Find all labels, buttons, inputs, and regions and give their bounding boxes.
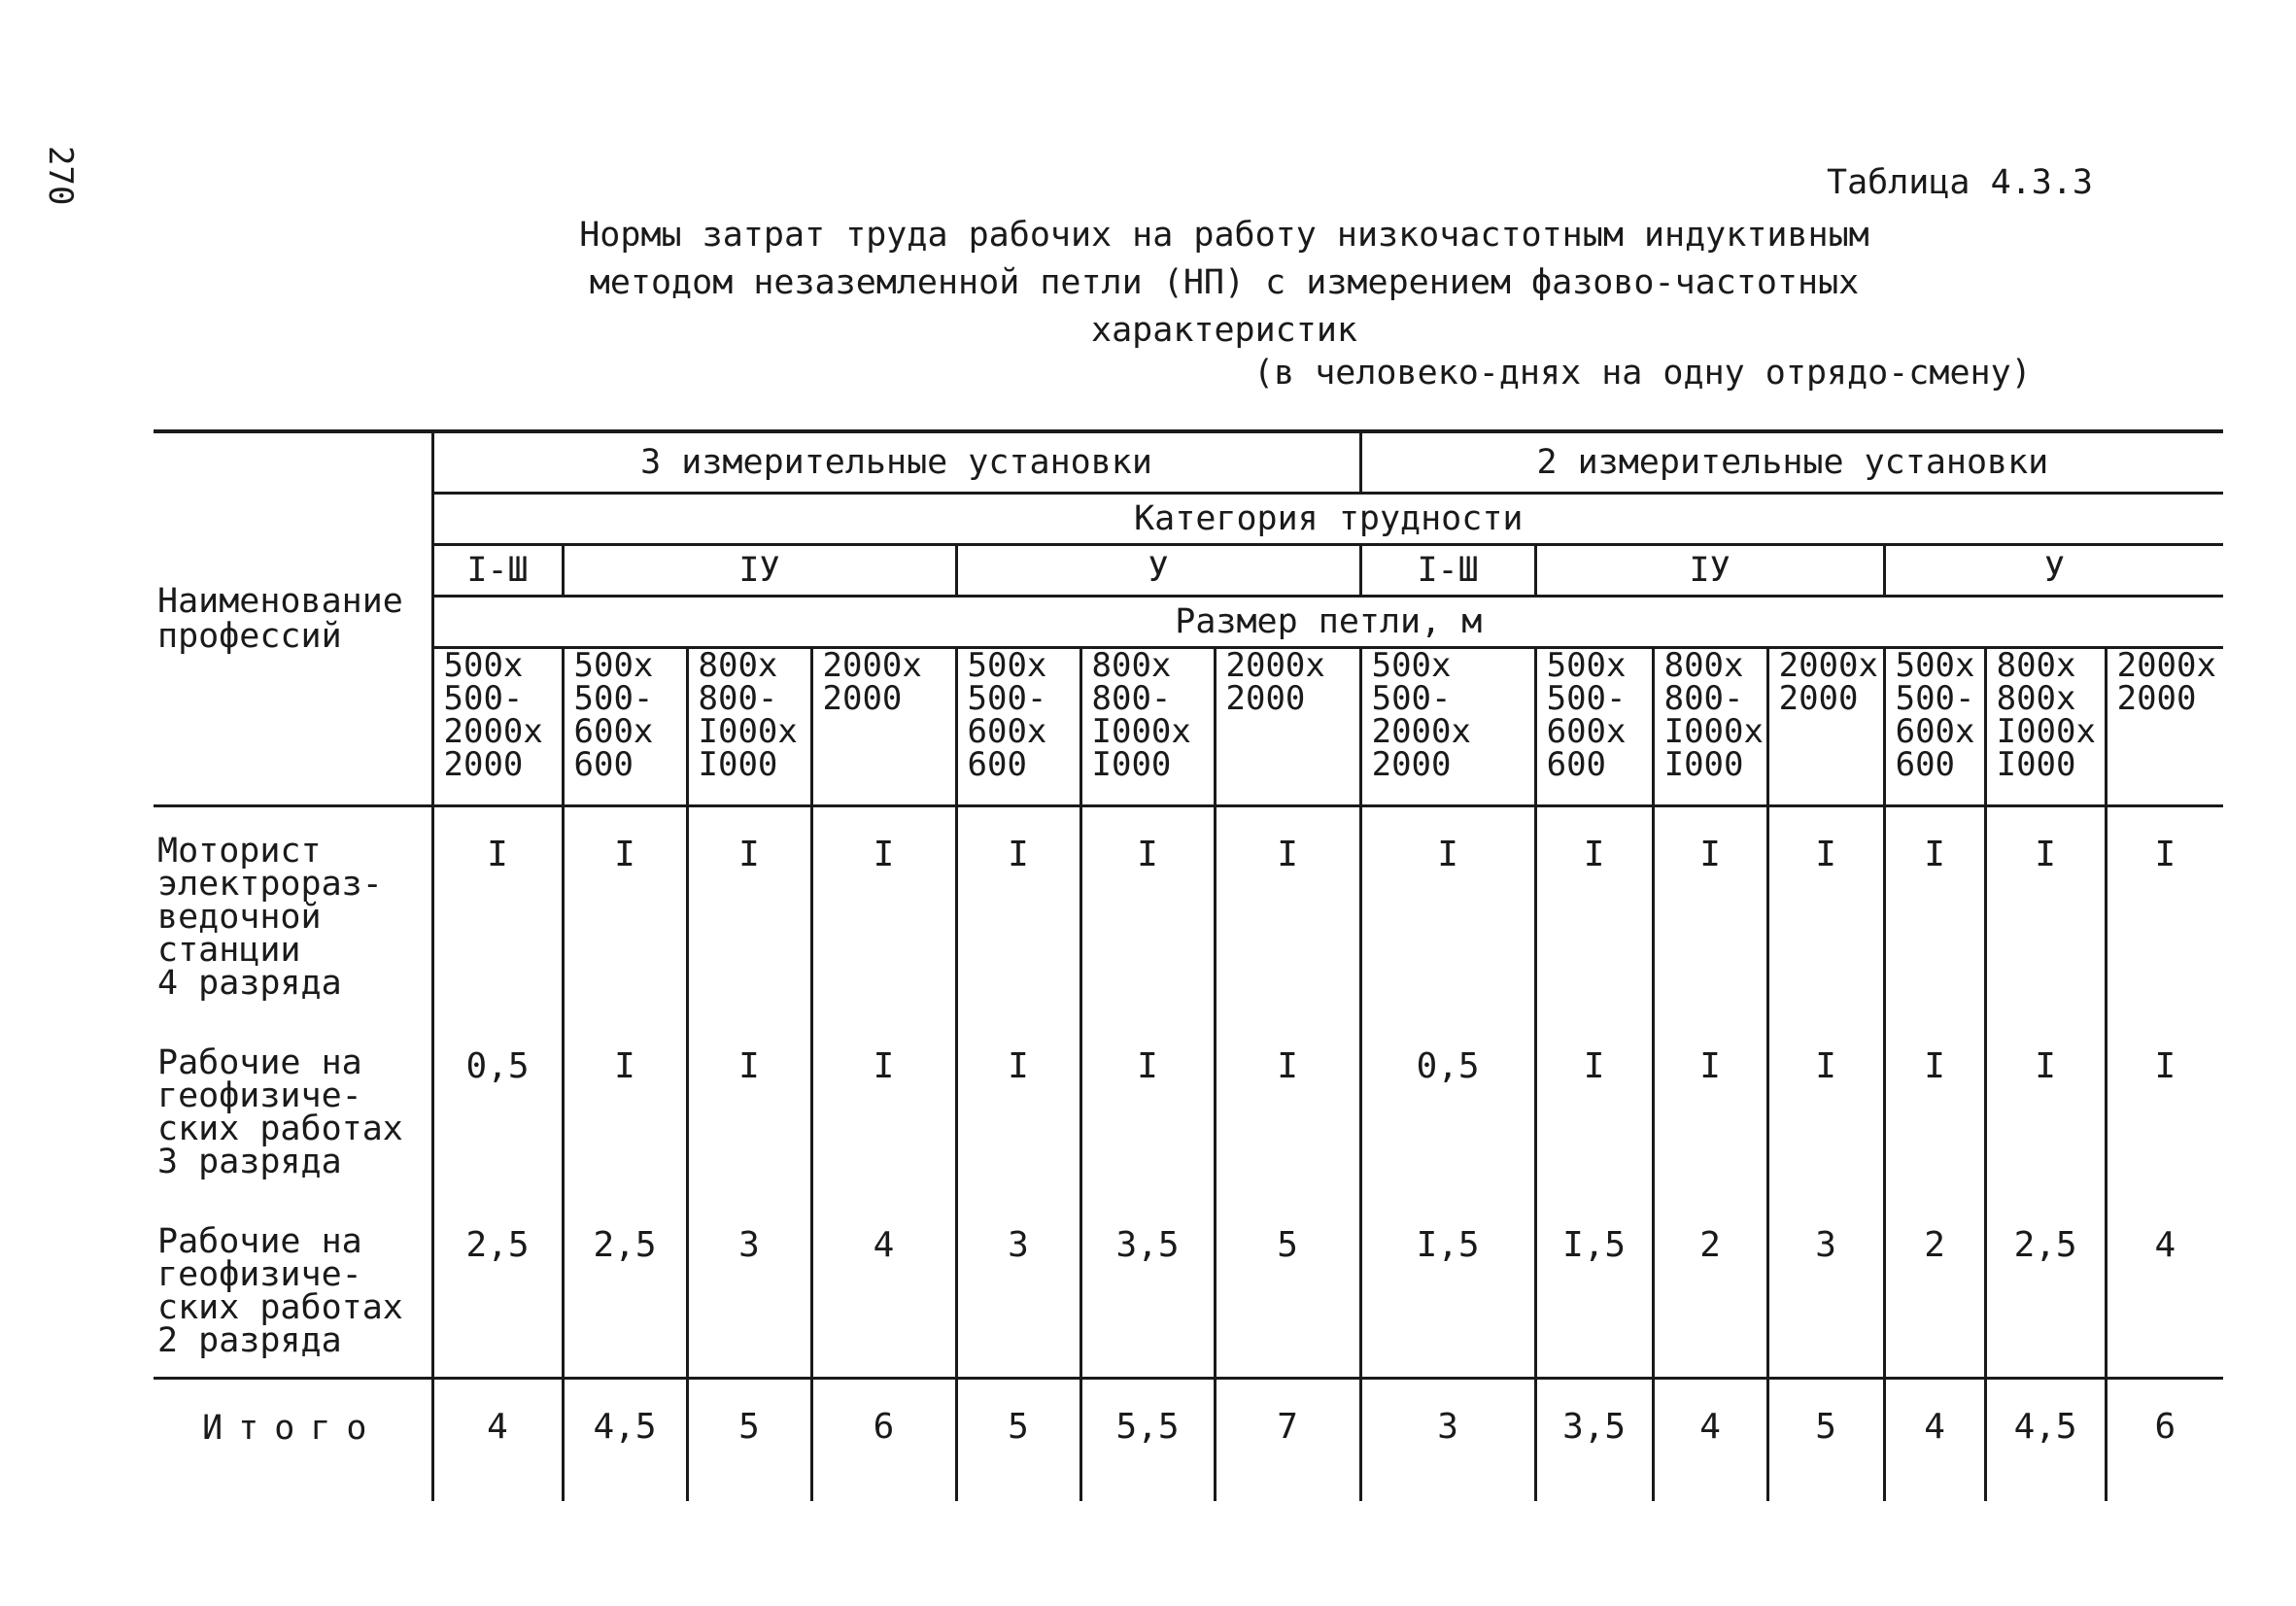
table-title <box>544 212 1904 355</box>
size-cell: 800x 800x I000x I000 <box>1985 648 2106 806</box>
value-cell: 0,5 <box>1360 1019 1535 1198</box>
value-cell: 3 <box>1767 1198 1884 1379</box>
profession-header <box>154 431 432 806</box>
value-cell: I <box>1215 1019 1360 1198</box>
size-cell: 500x 500- 600x 600 <box>956 648 1080 806</box>
profession-name: Рабочие на геофизиче- ских работах 3 разряда <box>157 1043 403 1181</box>
total-cell: 4 <box>432 1379 563 1502</box>
value-cell: I <box>432 806 563 1020</box>
size-cell: 500x 500- 600x 600 <box>1535 648 1653 806</box>
value-cell: I,5 <box>1535 1198 1653 1379</box>
category-cell: IУ <box>1535 545 1884 597</box>
value-cell: I <box>1767 1019 1884 1198</box>
size-cell: 2000x 2000 <box>811 648 956 806</box>
category-cell: IУ <box>563 545 956 597</box>
value-cell: I <box>1653 806 1767 1020</box>
value-cell: I <box>1985 806 2106 1020</box>
total-cell: 7 <box>1215 1379 1360 1502</box>
size-header: Размер петли, м <box>432 597 2223 648</box>
group-header: 3 измерительные установки <box>432 431 1360 494</box>
table-row <box>154 1198 2223 1379</box>
size-cell: 2000x 2000 <box>2106 648 2223 806</box>
value-cell: I <box>1080 1019 1215 1198</box>
value-cell: I <box>1080 806 1215 1020</box>
size-cell: 800x 800- I000x I000 <box>1080 648 1215 806</box>
value-cell: 4 <box>2106 1198 2223 1379</box>
value-cell: I <box>687 806 811 1020</box>
value-cell: I <box>563 1019 687 1198</box>
title-line: характеристик <box>1091 311 1357 350</box>
profession-header-text: Наименование профессий <box>157 582 403 656</box>
value-cell: 2,5 <box>563 1198 687 1379</box>
value-cell: I <box>1360 806 1535 1020</box>
group-header: 2 измерительные установки <box>1360 431 2223 494</box>
value-cell: 3 <box>687 1198 811 1379</box>
value-cell: I <box>1653 1019 1767 1198</box>
value-cell: 0,5 <box>432 1019 563 1198</box>
table-subtitle: (в человеко-днях на одну отрядо-смену) <box>1253 354 2032 393</box>
total-cell: 4 <box>1653 1379 1767 1502</box>
title-line: Нормы затрат труда рабочих на работу низкочастотным индуктивным <box>579 216 1869 255</box>
profession-cell <box>154 806 432 1020</box>
profession-name: Рабочие на геофизиче- ских работах 2 разряда <box>157 1222 403 1360</box>
value-cell: I <box>811 1019 956 1198</box>
total-row <box>154 1379 2223 1502</box>
value-cell: I <box>1884 806 1985 1020</box>
value-cell: I <box>2106 1019 2223 1198</box>
total-cell: 5 <box>687 1379 811 1502</box>
total-cell: 4 <box>1884 1379 1985 1502</box>
size-cell: 800x 800- I000x I000 <box>687 648 811 806</box>
size-cell: 2000x 2000 <box>1215 648 1360 806</box>
value-cell: I <box>956 806 1080 1020</box>
table-label: Таблица 4.3.3 <box>1827 163 2093 202</box>
category-header: Категория трудности <box>432 494 2223 545</box>
total-cell: 3,5 <box>1535 1379 1653 1502</box>
value-cell: I,5 <box>1360 1198 1535 1379</box>
category-cell: У <box>956 545 1360 597</box>
category-cell: I-Ш <box>432 545 563 597</box>
value-cell: 3,5 <box>1080 1198 1215 1379</box>
norms-table <box>154 429 2223 1501</box>
value-cell: 2,5 <box>1985 1198 2106 1379</box>
total-cell: 6 <box>811 1379 956 1502</box>
value-cell: 2,5 <box>432 1198 563 1379</box>
page-number: 270 <box>41 146 80 206</box>
size-cell: 500x 500- 600x 600 <box>563 648 687 806</box>
value-cell: I <box>1215 806 1360 1020</box>
table-row <box>154 1019 2223 1198</box>
value-cell: 2 <box>1653 1198 1767 1379</box>
profession-cell <box>154 1198 432 1379</box>
total-cell: 3 <box>1360 1379 1535 1502</box>
total-cell: 6 <box>2106 1379 2223 1502</box>
value-cell: I <box>687 1019 811 1198</box>
size-cell: 500x 500- 2000x 2000 <box>1360 648 1535 806</box>
total-cell: 5 <box>956 1379 1080 1502</box>
table-row <box>154 806 2223 1020</box>
value-cell: I <box>1884 1019 1985 1198</box>
value-cell: I <box>1767 806 1884 1020</box>
value-cell: I <box>563 806 687 1020</box>
size-cell: 800x 800- I000x I000 <box>1653 648 1767 806</box>
value-cell: 5 <box>1215 1198 1360 1379</box>
title-line: методом незаземленной петли (НП) с измерением фазово-частотных <box>589 263 1860 302</box>
category-cell: У <box>1884 545 2223 597</box>
value-cell: 3 <box>956 1198 1080 1379</box>
value-cell: I <box>2106 806 2223 1020</box>
value-cell: I <box>956 1019 1080 1198</box>
profession-cell <box>154 1019 432 1198</box>
profession-name: Моторист электрораз- ведочной станции 4 разряда <box>157 832 383 1003</box>
total-cell: 5 <box>1767 1379 1884 1502</box>
value-cell: I <box>1985 1019 2106 1198</box>
total-cell: 4,5 <box>1985 1379 2106 1502</box>
size-cell: 500x 500- 600x 600 <box>1884 648 1985 806</box>
size-cell: 2000x 2000 <box>1767 648 1884 806</box>
value-cell: 4 <box>811 1198 956 1379</box>
total-label: Итого <box>154 1379 432 1502</box>
total-cell: 5,5 <box>1080 1379 1215 1502</box>
size-cell: 500x 500- 2000x 2000 <box>432 648 563 806</box>
value-cell: I <box>811 806 956 1020</box>
value-cell: 2 <box>1884 1198 1985 1379</box>
value-cell: I <box>1535 1019 1653 1198</box>
total-cell: 4,5 <box>563 1379 687 1502</box>
value-cell: I <box>1535 806 1653 1020</box>
category-cell: I-Ш <box>1360 545 1535 597</box>
